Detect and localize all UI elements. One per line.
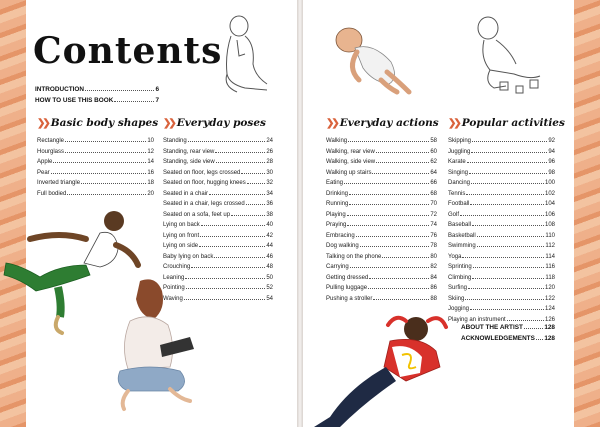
toc-entry[interactable] [163, 178, 273, 189]
book-gutter [297, 0, 303, 427]
entry-label: INTRODUCTION [35, 86, 84, 93]
entry-page: 18 [147, 180, 154, 186]
leader-dots [376, 147, 430, 153]
entry-page: 104 [544, 201, 555, 207]
toc-entry[interactable] [448, 220, 555, 231]
leader-dots [470, 199, 544, 205]
toc-entry[interactable] [37, 178, 154, 189]
entry-label: Skiing [448, 295, 465, 302]
entry-page: 66 [430, 180, 437, 186]
leader-dots [85, 85, 154, 91]
section-heading [163, 117, 273, 129]
entry-label: ABOUT THE ARTIST [461, 324, 523, 331]
leader-dots [466, 189, 544, 195]
entry-label: Football [448, 201, 470, 207]
man-lying-relaxed-illustration [310, 307, 450, 427]
section-entries [326, 136, 437, 304]
entry-page: 70 [430, 201, 437, 207]
entry-page: 50 [266, 274, 273, 281]
entry-label: Surfing [448, 285, 468, 291]
leader-dots [470, 304, 544, 310]
right-pattern-edge [574, 0, 600, 427]
leader-dots [372, 168, 429, 174]
entry-page: 108 [544, 222, 555, 228]
entry-label: Eating [326, 180, 344, 186]
intro-entry[interactable] [35, 95, 159, 106]
entry-page: 96 [548, 159, 555, 165]
toc-entry[interactable] [326, 199, 437, 210]
entry-page: 46 [266, 253, 273, 260]
toc-entry[interactable] [448, 273, 555, 284]
toc-entry[interactable] [448, 304, 555, 315]
entry-label: Tennis [448, 190, 466, 197]
entry-page: 68 [430, 190, 437, 197]
entry-page: 62 [430, 159, 437, 165]
entry-page: 118 [545, 274, 555, 281]
entry-label: Juggling [448, 148, 471, 155]
entry-label: Climbing [448, 274, 472, 281]
entry-label: Karate [448, 159, 466, 165]
entry-label: Apple [37, 159, 53, 165]
entry-page: 40 [266, 222, 273, 228]
leader-dots [247, 178, 266, 184]
section-heading [37, 117, 159, 129]
entry-label: ACKNOWLEDGEMENTS [461, 335, 535, 342]
entry-label: Walking, side view [326, 159, 376, 165]
entry-label: Pointing [163, 285, 185, 291]
leader-dots [347, 210, 430, 216]
sleeping-baby-illustration [333, 22, 413, 94]
section-everyday-actions [326, 117, 437, 304]
toc-entry[interactable] [163, 262, 273, 273]
kneeling-praying-figure-sketch [215, 14, 275, 96]
entry-label: Leaning [163, 274, 185, 281]
entry-page: 122 [544, 295, 555, 302]
toc-entry[interactable] [448, 157, 555, 168]
toc-entry[interactable] [448, 168, 555, 179]
leader-dots [114, 96, 154, 102]
entry-label: Hourglass [37, 148, 65, 155]
entry-page: 48 [266, 264, 273, 270]
entry-page: 74 [430, 222, 437, 228]
entry-label: Lying on front [163, 232, 200, 239]
toc-entry[interactable] [448, 189, 555, 200]
leader-dots [360, 241, 430, 247]
toc-entry[interactable] [326, 210, 437, 221]
entry-page: 92 [548, 138, 555, 144]
toc-entry[interactable] [448, 283, 555, 294]
entry-label: Standing, rear view [163, 148, 215, 155]
entry-label: Lying on back [163, 222, 200, 228]
toc-entry[interactable] [37, 147, 154, 158]
entry-page: 116 [545, 264, 555, 270]
end-matter-list [461, 322, 555, 344]
entry-page: 126 [544, 316, 555, 323]
toc-entry[interactable] [37, 168, 154, 179]
entry-page: 16 [147, 169, 154, 176]
toc-entry[interactable] [326, 252, 437, 263]
entry-page: 114 [545, 253, 555, 260]
leader-dots [472, 136, 547, 142]
leader-dots [199, 241, 265, 247]
entry-label: Playing an instrument [448, 316, 506, 323]
entry-page: 34 [266, 190, 273, 197]
leader-dots [472, 220, 544, 226]
entry-page: 12 [147, 148, 154, 155]
entry-page: 124 [544, 306, 555, 312]
section-heading [448, 117, 565, 129]
leader-dots [215, 147, 265, 153]
leader-dots [469, 168, 547, 174]
section-heading-text: Basic body shapes [50, 117, 159, 129]
leader-dots [507, 315, 544, 321]
toc-entry[interactable] [448, 252, 555, 263]
entry-page: 120 [544, 285, 555, 291]
leader-dots [214, 252, 265, 258]
toc-entry[interactable] [326, 231, 437, 242]
toc-entry[interactable] [163, 136, 273, 147]
leader-dots [373, 294, 429, 300]
entry-label: Yoga [448, 253, 462, 260]
toc-entry[interactable] [326, 147, 437, 158]
toc-entry[interactable] [448, 262, 555, 273]
leader-dots [349, 189, 429, 195]
entry-label: Pear [37, 169, 50, 176]
leader-dots [81, 178, 146, 184]
section-basic-body-shapes [37, 117, 159, 199]
leader-dots [65, 136, 146, 142]
entry-label: Walking [326, 138, 348, 144]
toc-entry[interactable] [163, 147, 273, 158]
leader-dots [231, 210, 265, 216]
toc-entry[interactable] [326, 178, 437, 189]
entry-page: 86 [430, 285, 437, 291]
leader-dots [191, 262, 265, 268]
leader-dots [460, 210, 544, 216]
leader-dots [473, 262, 545, 268]
entry-label: Walking up stairs [326, 169, 372, 176]
section-heading [326, 117, 437, 129]
leader-dots [462, 252, 544, 258]
leader-dots [369, 273, 429, 279]
leader-dots [350, 262, 430, 268]
entry-page: 38 [266, 211, 273, 218]
entry-label: Playing [326, 211, 346, 218]
toc-entry[interactable] [163, 220, 273, 231]
entry-page: 110 [545, 232, 555, 239]
leader-dots [241, 168, 265, 174]
entry-label: Baseball [448, 222, 472, 228]
entry-label: Jogging [448, 306, 470, 312]
leader-dots [465, 294, 544, 300]
page-title: Contents [33, 30, 223, 72]
entry-page: 58 [430, 138, 437, 144]
entry-label: Running [326, 201, 349, 207]
leader-dots [471, 147, 547, 153]
leader-dots [200, 231, 265, 237]
entry-page: 28 [266, 159, 273, 165]
leader-dots [51, 168, 147, 174]
entry-page: 64 [430, 169, 437, 176]
toc-entry[interactable] [163, 241, 273, 252]
entry-label: HOW TO USE THIS BOOK [35, 97, 114, 104]
leader-dots [347, 220, 429, 226]
section-popular-activities [448, 117, 565, 325]
entry-label: Dancing [448, 180, 471, 186]
toc-entry[interactable] [163, 168, 273, 179]
section-heading-text: Everyday actions [339, 117, 439, 129]
section-entries [37, 136, 154, 199]
entry-label: Seated on a sofa, feet up [163, 211, 231, 218]
entry-page: 6 [155, 86, 159, 93]
entry-page: 42 [266, 232, 273, 239]
toc-entry[interactable] [326, 273, 437, 284]
chevron-icon: ❯❯ [37, 117, 48, 129]
end-entry[interactable] [461, 333, 555, 344]
leader-dots [348, 136, 429, 142]
entry-label: Waving [163, 295, 183, 302]
toc-entry[interactable] [448, 210, 555, 221]
entry-page: 54 [266, 295, 273, 302]
entry-label: Sprinting [448, 264, 472, 270]
entry-label: Seated on floor, hugging knees [163, 180, 246, 186]
entry-page: 44 [266, 243, 273, 249]
toc-entry[interactable] [37, 136, 154, 147]
leader-dots [67, 189, 146, 195]
toc-entry[interactable] [326, 283, 437, 294]
entry-label: Embracing [326, 232, 355, 239]
entry-label: Lying on side [163, 243, 199, 249]
chevron-icon: ❯❯ [163, 117, 174, 129]
toc-entry[interactable] [326, 220, 437, 231]
entry-label: Full bodied [37, 190, 67, 197]
entry-page: 30 [266, 169, 273, 176]
leader-dots [349, 199, 429, 205]
entry-label: Standing [163, 138, 187, 144]
leader-dots [53, 157, 146, 163]
toc-entry[interactable] [163, 189, 273, 200]
entry-page: 128 [544, 335, 555, 342]
leader-dots [477, 241, 545, 247]
toc-entry[interactable] [37, 189, 154, 200]
leader-dots [188, 136, 266, 142]
intro-list [35, 84, 159, 106]
leader-dots [382, 252, 429, 258]
entry-label: Talking on the phone [326, 253, 382, 260]
entry-label: Crouching [163, 264, 191, 270]
entry-page: 128 [544, 324, 555, 331]
entry-label: Rectangle [37, 138, 65, 144]
toc-entry[interactable] [326, 136, 437, 147]
entry-page: 60 [430, 148, 437, 155]
intro-entry[interactable] [35, 84, 159, 95]
entry-label: Getting dressed [326, 274, 369, 281]
toc-entry[interactable] [326, 168, 437, 179]
entry-label: Dog walking [326, 243, 359, 249]
leader-dots [477, 231, 545, 237]
entry-page: 98 [548, 169, 555, 176]
entry-page: 82 [430, 264, 437, 270]
toc-entry[interactable] [448, 136, 555, 147]
entry-label: Standing, side view [163, 159, 215, 165]
entry-page: 102 [544, 190, 555, 197]
toc-entry[interactable] [448, 231, 555, 242]
section-heading-text: Everyday poses [176, 117, 266, 129]
toc-entry[interactable] [448, 147, 555, 158]
entry-label: Singing [448, 169, 469, 176]
leader-dots [201, 220, 266, 226]
toc-entry[interactable] [326, 157, 437, 168]
entry-label: Seated on floor, legs crossed [163, 169, 241, 176]
toc-entry[interactable] [326, 189, 437, 200]
entry-label: Praying [326, 222, 347, 228]
toc-entry[interactable] [326, 294, 437, 305]
toc-entry[interactable] [163, 231, 273, 242]
child-playing-blocks-sketch [470, 14, 552, 96]
entry-page: 76 [430, 232, 437, 239]
leader-dots [536, 334, 543, 340]
entry-page: 80 [430, 253, 437, 260]
chevron-icon: ❯❯ [326, 117, 337, 129]
leader-dots [246, 199, 266, 205]
entry-page: 72 [430, 211, 437, 218]
toc-entry[interactable] [163, 157, 273, 168]
toc-entry[interactable] [163, 199, 273, 210]
entry-page: 94 [548, 148, 555, 155]
leader-dots [356, 231, 430, 237]
entry-label: Basketball [448, 232, 476, 239]
toc-entry[interactable] [326, 241, 437, 252]
leader-dots [467, 157, 548, 163]
section-heading-text: Popular activities [461, 117, 565, 129]
entry-page: 84 [430, 274, 437, 281]
entry-label: Pulling luggage [326, 285, 368, 291]
section-entries [448, 136, 555, 325]
leader-dots [472, 273, 544, 279]
toc-entry[interactable] [163, 252, 273, 263]
entry-page: 7 [155, 97, 159, 104]
end-entry[interactable] [461, 322, 555, 333]
leader-dots [376, 157, 429, 163]
entry-label: Walking, rear view [326, 148, 375, 155]
entry-page: 112 [545, 243, 555, 249]
entry-label: Baby lying on back [163, 253, 214, 260]
leader-dots [468, 283, 544, 289]
toc-entry[interactable] [448, 294, 555, 305]
leader-dots [209, 189, 265, 195]
entry-label: Pushing a stroller [326, 295, 373, 302]
entry-label: Inverted triangle [37, 180, 81, 186]
entry-page: 36 [266, 201, 273, 207]
entry-page: 52 [266, 285, 273, 291]
entry-page: 10 [147, 138, 154, 144]
toc-entry[interactable] [326, 262, 437, 273]
entry-page: 106 [544, 211, 555, 218]
woman-reading-illustration [110, 275, 200, 415]
entry-page: 88 [430, 295, 437, 302]
entry-page: 26 [266, 148, 273, 155]
entry-page: 20 [147, 190, 154, 197]
entry-label: Drinking [326, 190, 349, 197]
leader-dots [524, 323, 543, 329]
entry-label: Seated in a chair, legs crossed [163, 201, 245, 207]
entry-page: 78 [430, 243, 437, 249]
entry-page: 32 [266, 180, 273, 186]
leader-dots [471, 178, 544, 184]
toc-entry[interactable] [448, 178, 555, 189]
chevron-icon: ❯❯ [448, 117, 459, 129]
entry-label: Skipping [448, 138, 472, 144]
toc-entry[interactable] [448, 199, 555, 210]
entry-page: 100 [544, 180, 555, 186]
leader-dots [344, 178, 429, 184]
leader-dots [216, 157, 266, 163]
entry-page: 24 [266, 138, 273, 144]
entry-page: 14 [147, 159, 154, 165]
leader-dots [65, 147, 146, 153]
entry-label: Seated in a chair [163, 190, 209, 197]
leader-dots [368, 283, 429, 289]
toc-entry[interactable] [163, 210, 273, 221]
toc-entry[interactable] [448, 241, 555, 252]
entry-label: Carrying [326, 264, 349, 270]
toc-entry[interactable] [37, 157, 154, 168]
entry-label: Golf [448, 211, 460, 218]
entry-label: Swimming [448, 243, 476, 249]
